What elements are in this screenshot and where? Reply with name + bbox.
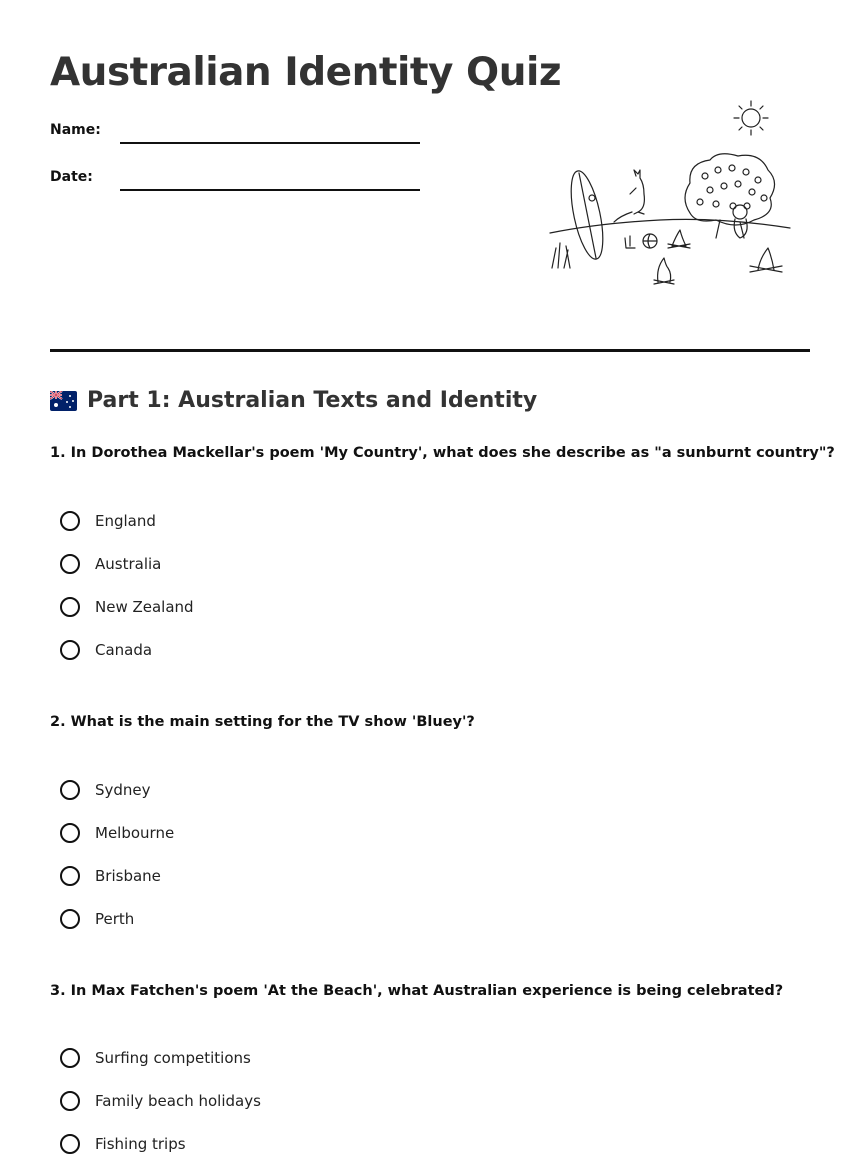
q2-option-sydney[interactable] [60,777,151,803]
option-label: Brisbane [95,867,161,885]
q1-option-canada[interactable] [60,637,152,663]
option-label: Melbourne [95,824,175,842]
campfire-icon [654,258,674,284]
page-title: Australian Identity Quiz [50,50,562,95]
section-title: Part 1: Australian Texts and Identity [87,388,538,413]
option-label: Fishing trips [95,1135,186,1153]
ground-line [550,219,790,233]
campfire-icon [668,230,690,248]
date-label: Date: [50,169,93,185]
option-label: Sydney [95,781,151,799]
section-divider [50,349,810,352]
option-label: Canada [95,641,153,659]
radio-button[interactable] [60,1091,80,1111]
q2-option-brisbane[interactable] [60,863,161,889]
koala-icon [730,203,750,238]
radio-button[interactable] [60,640,80,660]
australian-scene-illustration [540,98,800,288]
question-2: 2. What is the main setting for the TV show 'Bluey'? [50,714,475,730]
radio-button[interactable] [60,823,80,843]
date-field [50,169,420,199]
q3-option-fishing-trips[interactable] [60,1131,186,1157]
radio-button[interactable] [60,597,80,617]
date-input-line[interactable] [120,189,420,191]
option-label: Surfing competitions [95,1049,251,1067]
q3-option-surfing-competitions[interactable] [60,1045,251,1071]
grass-icon [552,243,570,268]
question-3: 3. In Max Fatchen's poem 'At the Beach', what Australian experience is being celebrated? [50,983,784,999]
option-label: Australia [95,555,162,573]
kangaroo-icon [614,170,644,222]
section-heading [50,388,537,413]
question-1: 1. In Dorothea Mackellar's poem 'My Country', what does she describe as "a sunburnt country"? [50,445,835,461]
q1-option-australia[interactable] [60,551,161,577]
radio-button[interactable] [60,866,80,886]
radio-button[interactable] [60,1048,80,1068]
option-label: Family beach holidays [95,1092,261,1110]
q3-option-family-beach-holidays[interactable] [60,1088,261,1114]
sun-icon [734,101,768,135]
radio-button[interactable] [60,780,80,800]
option-label: England [95,512,156,530]
radio-button[interactable] [60,909,80,929]
australian-flag-icon [50,391,77,411]
radio-button[interactable] [60,1134,80,1154]
q2-option-melbourne[interactable] [60,820,174,846]
option-label: New Zealand [95,598,194,616]
name-label: Name: [50,122,101,138]
q1-option-england[interactable] [60,508,156,534]
name-input-line[interactable] [120,142,420,144]
surfboard-icon [565,168,609,261]
radio-button[interactable] [60,511,80,531]
name-field [50,122,420,152]
q1-option-new-zealand[interactable] [60,594,194,620]
gum-tree-icon [685,154,775,238]
q2-option-perth[interactable] [60,906,134,932]
option-label: Perth [95,910,135,928]
boot-icon [625,236,635,248]
beach-ball-icon [643,234,657,248]
radio-button[interactable] [60,554,80,574]
campfire-icon [750,248,782,272]
